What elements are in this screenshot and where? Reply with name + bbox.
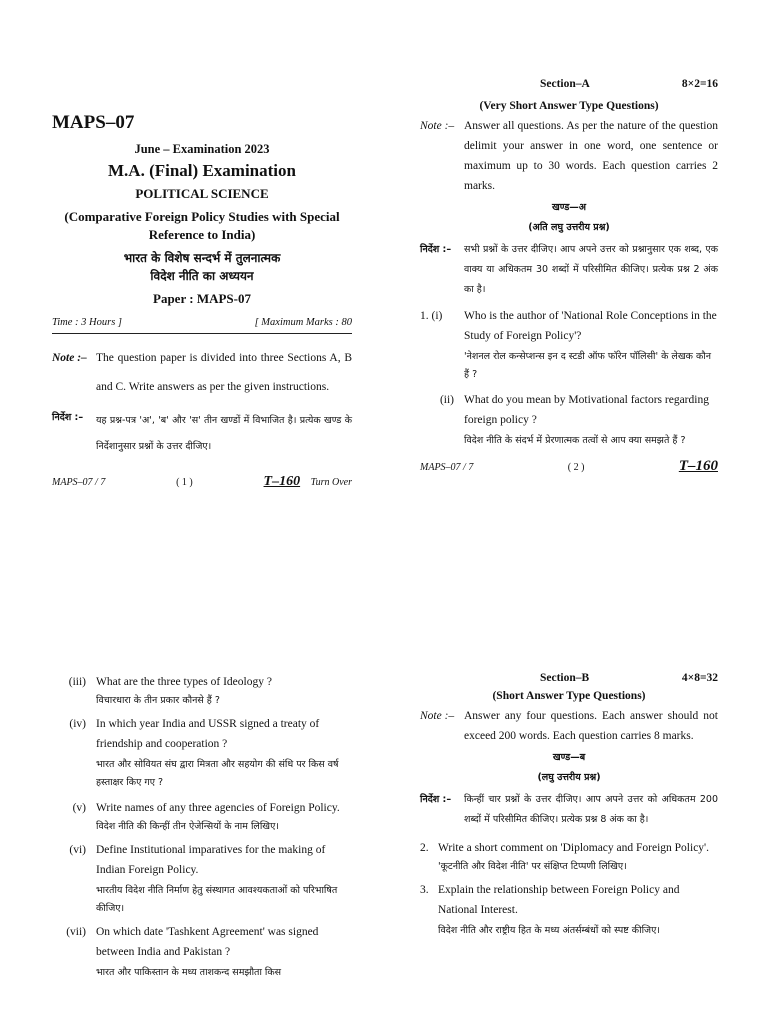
exam-title: June – Examination 2023 xyxy=(134,142,270,156)
question-text-hi: भारत और पाकिस्तान के मध्य ताशकन्द समझौता किस xyxy=(96,967,282,978)
question-number: (iv) xyxy=(69,718,86,730)
question-text-hi: भारतीय विदेश नीति निर्माण हेतु संस्थागत आवश्यकताओं को परिभाषित कीजिए। xyxy=(96,885,338,914)
nirdesh-block xyxy=(52,408,352,460)
question-number: 2. xyxy=(420,842,429,854)
note-block xyxy=(420,706,718,746)
khand-a-type: (अति लघु उत्तरीय प्रश्न) xyxy=(528,222,610,233)
question-text-hi: विदेश नीति की किन्हीं तीन ऐजेन्सियों के नाम लिखिए। xyxy=(96,821,279,832)
question-text-en: In which year India and USSR signed a treaty of friendship and cooperation ? xyxy=(96,718,320,750)
note-block xyxy=(52,344,352,402)
note-text: Answer any four questions. Each answer should not exceed 200 words. Each question carries 8 marks. xyxy=(464,710,718,742)
paper-code: MAPS–07 xyxy=(52,112,135,133)
time-marks-row xyxy=(52,317,352,328)
footer-code: MAPS–07 / 7 xyxy=(420,462,474,473)
page-number: ( 1 ) xyxy=(176,477,193,488)
footer-t-code: T–160 xyxy=(678,458,718,474)
nirdesh-label: निर्देश :– xyxy=(52,412,84,423)
nirdesh-text: सभी प्रश्नों के उत्तर दीजिए। आप अपने उत्तर को प्रश्नानुसार एक शब्द, एक वाक्य या अधिकतम 30 शब्दों में परिसीमित कीजिए। प्रत्येक प्रश्न 2 अंक का है। xyxy=(464,244,718,295)
question-text-en: Define Institutional imparatives for the making of Indian Foreign Policy. xyxy=(96,844,326,876)
note-label: Note :– xyxy=(420,710,455,722)
course-title-en: (Comparative Foreign Policy Studies with Special Reference to India) xyxy=(64,209,340,242)
question-text-en: Write names of any three agencies of Foreign Policy. xyxy=(96,802,340,814)
section-a-marks: 8×2=16 xyxy=(681,78,718,90)
question-text-hi: 'नेशनल रोल कन्सेप्शन्स इन द स्टडी ऑफ फॉरेन पॉलिसी' के लेखक कौन हैं ? xyxy=(464,351,711,380)
khand-b-title: खण्ड—ब xyxy=(552,752,586,763)
page-number: ( 2 ) xyxy=(567,462,585,473)
question-text-hi: भारत और सोवियत संघ द्वारा मित्रता और सहयोग की संधि पर किस वर्ष हस्ताक्षर किए गए ? xyxy=(96,759,339,788)
section-b-title: Section–B xyxy=(540,672,590,684)
khand-b-type: (लघु उत्तरीय प्रश्न) xyxy=(537,772,601,783)
footer-t-code: T–160 xyxy=(263,474,301,489)
section-a-header xyxy=(420,78,718,90)
question-2 xyxy=(420,838,718,876)
question-text-hi: विदेश नीति के संदर्भ में प्रेरणात्मक तत्वों से आप क्या समझते हैं ? xyxy=(464,435,686,446)
page-footer xyxy=(420,458,718,475)
question-number: (iii) xyxy=(68,676,86,688)
note-label: Note :– xyxy=(420,120,455,132)
footer-code: MAPS–07 / 7 xyxy=(52,477,106,488)
page-3 xyxy=(52,672,352,982)
question-text-hi: विचारधारा के तीन प्रकार कौनसे हैं ? xyxy=(96,695,220,706)
nirdesh-label: निर्देश :– xyxy=(420,794,452,805)
paper-label: Paper : MAPS-07 xyxy=(153,291,251,306)
turn-over: Turn Over xyxy=(310,477,352,488)
course-title-hi-2: विदेश नीति का अध्ययन xyxy=(150,269,254,283)
page-footer xyxy=(52,474,352,490)
question-text-en: On which date 'Tashkent Agreement' was signed between India and Pakistan ? xyxy=(96,926,319,958)
question-1-ii xyxy=(420,390,718,450)
question-text-en: What are the three types of Ideology ? xyxy=(96,676,272,688)
time-label: Time : 3 Hours ] xyxy=(52,317,123,328)
khand-a-title: खण्ड—अ xyxy=(551,202,587,213)
degree-title: M.A. (Final) Examination xyxy=(108,161,296,180)
note-text: The question paper is divided into three Sections A, B and C. Write answers as per the given instructions. xyxy=(96,352,352,393)
divider xyxy=(52,333,352,334)
question-number: (ii) xyxy=(439,394,454,406)
nirdesh-text: यह प्रश्न-पत्र 'अ', 'ब' और 'स' तीन खण्डों में विभाजित है। प्रत्येक खण्ड के निर्देशानुसार प्रश्नों के उत्तर दीजिए। xyxy=(96,415,352,452)
nirdesh-text: किन्हीं चार प्रश्नों के उत्तर दीजिए। आप अपने उत्तर को अधिकतम 200 शब्दों में परिसीमित कीजिए। प्रत्येक प्रश्न 8 अंक का है। xyxy=(464,794,718,825)
max-marks-label: [ Maximum Marks : 80 xyxy=(254,317,352,328)
page-1 xyxy=(52,78,352,490)
question-1-v xyxy=(52,798,352,836)
question-text-en: Who is the author of 'National Role Conceptions in the Study of Foreign Policy'? xyxy=(464,310,717,342)
page-4 xyxy=(420,672,718,940)
question-1-i xyxy=(420,306,718,384)
nirdesh-label: निर्देश :– xyxy=(420,244,452,255)
nirdesh-block xyxy=(420,790,718,830)
question-number: 1. (i) xyxy=(420,310,443,322)
question-number: (vi) xyxy=(69,844,86,856)
question-1-vi xyxy=(52,840,352,918)
question-number: 3. xyxy=(420,884,429,896)
section-a-title: Section–A xyxy=(540,78,590,90)
section-a-type: (Very Short Answer Type Questions) xyxy=(479,100,659,112)
question-1-iv xyxy=(52,714,352,792)
section-b-marks: 4×8=32 xyxy=(681,672,718,684)
question-text-en: What do you mean by Motivational factors regarding foreign policy ? xyxy=(464,394,709,426)
question-text-hi: 'कूटनीति और विदेश नीति' पर संक्षिप्त टिप्पणी लिखिए। xyxy=(438,861,627,872)
question-number: (vii) xyxy=(66,926,86,938)
course-title-hi-1: भारत के विशेष सन्दर्भ में तुलनात्मक xyxy=(123,251,281,265)
note-label: Note :– xyxy=(52,352,87,364)
question-text-en: Explain the relationship between Foreign Policy and National Interest. xyxy=(438,884,680,916)
question-text-hi: विदेश नीति और राष्ट्रीय हित के मध्य अंतर्सम्बंधों को स्पष्ट कीजिए। xyxy=(438,925,660,936)
section-b-header xyxy=(420,672,718,684)
note-block xyxy=(420,116,718,196)
question-text-en: Write a short comment on 'Diplomacy and Foreign Policy'. xyxy=(438,842,710,854)
nirdesh-block xyxy=(420,240,718,300)
subject-title: POLITICAL SCIENCE xyxy=(135,186,269,201)
note-text: Answer all questions. As per the nature of the question delimit your answer in one word, one sentence or maximum up to 30 words. Each question carries 2 marks. xyxy=(464,120,718,192)
question-number: (v) xyxy=(72,802,86,814)
question-1-iii xyxy=(52,672,352,710)
question-1-vii xyxy=(52,922,352,982)
section-b-type: (Short Answer Type Questions) xyxy=(492,690,646,702)
question-3 xyxy=(420,880,718,940)
page-2 xyxy=(420,78,718,475)
